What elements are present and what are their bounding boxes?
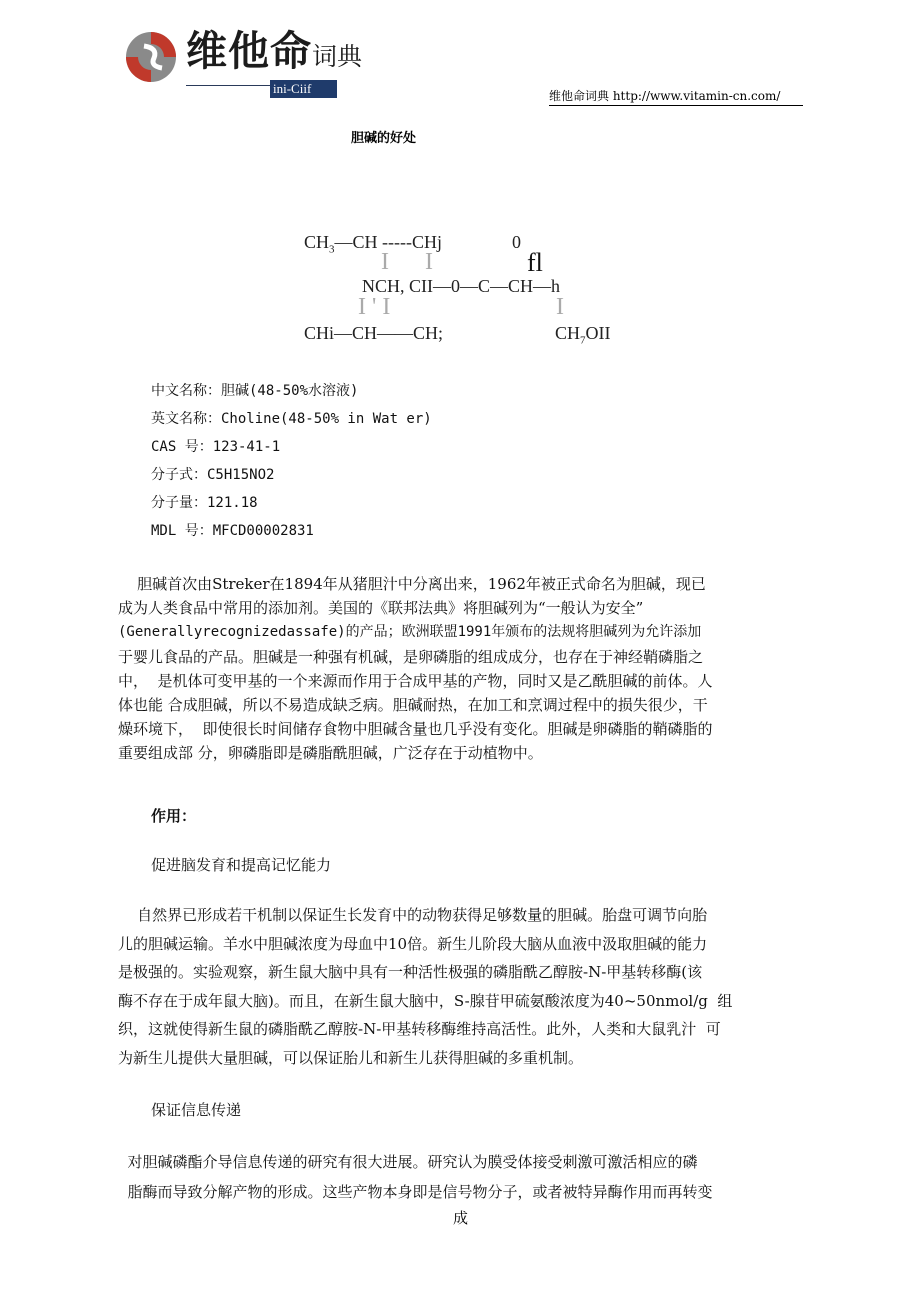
paragraph-line: 为新生儿提供大量胆碱，可以保证胎儿和新生儿获得胆碱的多重机制。 bbox=[118, 1048, 584, 1067]
structure-row-5-right: $CH_7OII$ bbox=[555, 323, 611, 347]
paragraph-line: 中， 是机体可变甲基的一个来源而作用于合成甲基的产物，同时又是乙酰胆碱的前体。人 bbox=[118, 671, 713, 690]
site-caption[interactable]: 维他命词典 http://www.vitamin-cn.com/ bbox=[549, 89, 781, 103]
paragraph-line: 酶不存在于成年鼠大脑)。而且，在新生鼠大脑中，S-腺苷甲硫氨酸浓度为40~50nmol/g 组 bbox=[118, 991, 733, 1010]
logo-icon bbox=[124, 30, 178, 84]
property-chinese-name: 中文名称：胆碱(48-50%水溶液) bbox=[151, 383, 359, 399]
paragraph-line: 胆碱首次由Streker在1894年从猪胆汁中分离出来，1962年被正式命名为胆碱，现已 bbox=[118, 575, 706, 593]
page-title: 胆碱的好处 bbox=[351, 131, 417, 146]
paragraph-continuation: 成 bbox=[453, 1209, 469, 1227]
structure-bonds-upper: I I bbox=[381, 249, 433, 275]
paragraph-line: 儿的胆碱运输。羊水中胆碱浓度为母血中10倍。新生儿阶段大脑从血液中汲取胆碱的能力 bbox=[118, 934, 708, 953]
logo-title-sub: 词典 bbox=[312, 42, 363, 71]
paragraph-line: 脂酶而导致分解产物的形成。这些产物本身即是信号物分子，或者被特异酶作用而再转变 bbox=[118, 1183, 713, 1201]
property-english-name: 英文名称：Choline(48-50% in Wat er) bbox=[151, 411, 432, 427]
logo-title: 维他命词典 bbox=[186, 27, 363, 75]
structure-row-3: NCH, CII—0—C—CH—h bbox=[362, 276, 561, 296]
property-formula: 分子式：C5H15NO2 bbox=[151, 467, 275, 483]
paragraph-line: 重要组成部 分，卵磷脂即是磷脂酰胆碱，广泛存在于动植物中。 bbox=[118, 744, 543, 763]
subheading-brain-development: 促进脑发育和提高记忆能力 bbox=[151, 856, 332, 874]
section-heading-effects: 作用： bbox=[151, 807, 197, 825]
intro-paragraph bbox=[118, 572, 808, 766]
paragraph-line: 体也能 合成胆碱，所以不易造成缺乏病。胆碱耐热，在加工和烹调过程中的损失很少，干 bbox=[118, 696, 708, 715]
paragraph-line: 于婴儿食品的产品。胆碱是一种强有机碱，是卵磷脂的组成成分，也存在于神经鞘磷脂之 bbox=[118, 647, 704, 666]
paragraph-line: 燥环境下， 即使很长时间储存食物中胆碱含量也几乎没有变化。胆碱是卵磷脂的鞘磷脂的 bbox=[118, 720, 713, 739]
structure-row-1: $CH_3—CH$ -----CHj bbox=[304, 232, 442, 256]
structure-bond-right: I bbox=[556, 294, 564, 320]
section2-paragraph bbox=[118, 1147, 808, 1207]
property-mdl: MDL 号：MFCD00002831 bbox=[151, 523, 314, 539]
paragraph-line: 成为人类食品中常用的添加剂。美国的《联邦法典》将胆碱列为“一般认为安全” bbox=[118, 599, 644, 618]
paragraph-line: 自然界已形成若干机制以保证生长发育中的动物获得足够数量的胆碱。胎盘可调节向胎 bbox=[118, 906, 708, 924]
structure-row-5: CHi—CH——CH; bbox=[304, 323, 444, 343]
property-weight: 分子量：121.18 bbox=[151, 495, 258, 511]
structure-oxygen: 0 bbox=[512, 232, 521, 252]
property-cas: CAS 号：123-41-1 bbox=[151, 439, 281, 455]
paragraph-line: 是极强的。实验观察，新生鼠大脑中具有一种活性极强的磷脂酰乙醇胺-N-甲基转移酶(该 bbox=[118, 963, 703, 982]
paragraph-line: (Generallyrecognizedassafe)的产品；欧洲联盟1991年颁布的法规将胆碱列为允许添加 bbox=[118, 624, 702, 641]
header-rule bbox=[549, 105, 803, 106]
paragraph-line: 对胆碱磷酯介导信息传递的研究有很大进展。研究认为膜受体接受刺激可激活相应的磷 bbox=[118, 1153, 698, 1171]
subheading-signal-transmission: 保证信息传递 bbox=[151, 1101, 242, 1119]
paragraph-line: 织，这就使得新生鼠的磷脂酰乙醇胺-N-甲基转移酶维持高活性。此外，人类和大鼠乳汁 可 bbox=[118, 1020, 721, 1039]
structure-bonds-lower: I ' I bbox=[358, 294, 391, 320]
structure-double-bond: fl bbox=[527, 248, 543, 277]
logo-tag: ini-Ciif bbox=[270, 80, 337, 98]
section1-paragraph bbox=[118, 901, 808, 1073]
logo-underline bbox=[186, 85, 270, 86]
